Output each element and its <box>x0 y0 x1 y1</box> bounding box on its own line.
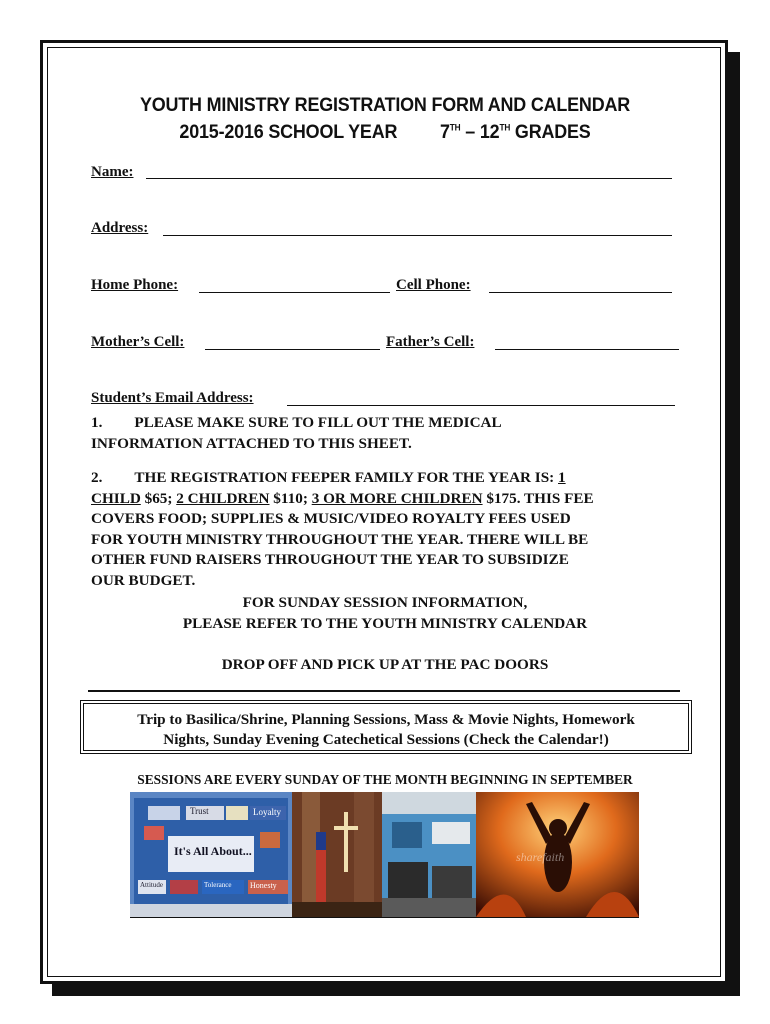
events-line-1: Trip to Basilica/Shrine, Planning Sessions, Mass & Movie Nights, Homework <box>137 711 635 728</box>
sessions-notice: SESSIONS ARE EVERY SUNDAY OF THE MONTH BEGINNING IN SEPTEMBER <box>137 772 633 787</box>
watermark: sharefaith <box>516 850 565 864</box>
home-phone-field[interactable] <box>199 292 390 293</box>
cell-phone-label: Cell Phone: <box>396 277 471 293</box>
mothers-cell-label: Mother’s Cell: <box>91 334 185 350</box>
poster-photo <box>130 792 292 917</box>
form-title <box>31 94 739 117</box>
title-line-1: YOUTH MINISTRY REGISTRATION FORM AND CALENDAR <box>139 94 631 116</box>
sunday-info-line-2: PLEASE REFER TO THE YOUTH MINISTRY CALENDAR <box>182 615 588 632</box>
poster-word-attitude: Attitude <box>140 881 163 889</box>
name-field[interactable] <box>146 178 672 179</box>
note-registration-fee: 2. THE REGISTRATION FEEPER FAMILY FOR THE YEAR IS: 1 CHILD $65; 2 CHILDREN $110; 3 OR MORE CHILDREN $175. THIS FEE COVERS FOOD; SUPPLIES & MUSIC/VIDEO ROYALTY FEES USED FOR YOUTH MINISTRY THROUGHOUT THE YEAR. THERE WILL BE OTHER FUND RAISERS THROUGHOUT THE YEAR TO SUBSIDIZE OUR BUDGET. <box>91 469 594 589</box>
poster-word-trust: Trust <box>190 806 209 816</box>
school-year: 2015-2016 SCHOOL YEAR <box>179 121 398 143</box>
chapel-photo <box>292 792 382 917</box>
mothers-cell-field[interactable] <box>205 349 380 350</box>
sunday-info-line-1: FOR SUNDAY SESSION INFORMATION, <box>242 594 528 611</box>
fathers-cell-label: Father’s Cell: <box>386 334 475 350</box>
photo-divider <box>130 917 639 918</box>
poster-word-all-about: It's All About... <box>174 844 252 858</box>
poster-word-tolerance: Tolerance <box>204 881 232 889</box>
name-label: Name: <box>91 164 134 180</box>
youth-room-photo <box>382 792 476 917</box>
grade-range: 7TH – 12TH GRADES <box>439 121 591 143</box>
worship-flames-photo <box>476 792 639 917</box>
poster-word-loyalty: Loyalty <box>253 807 281 817</box>
chapel-image <box>292 792 382 917</box>
fathers-cell-field[interactable] <box>495 349 679 350</box>
address-label: Address: <box>91 220 149 236</box>
drop-off-notice: DROP OFF AND PICK UP AT THE PAC DOORS <box>221 656 549 673</box>
email-label: Student’s Email Address: <box>91 390 254 406</box>
divider <box>88 690 680 692</box>
cell-phone-field[interactable] <box>489 292 672 293</box>
note-medical: 1. PLEASE MAKE SURE TO FILL OUT THE MEDICAL INFORMATION ATTACHED TO THIS SHEET. <box>91 414 502 452</box>
address-field[interactable] <box>163 235 672 236</box>
home-phone-label: Home Phone: <box>91 277 179 293</box>
form-subtitle <box>31 121 739 144</box>
youth-room-image <box>382 792 476 917</box>
events-box <box>80 700 692 754</box>
events-line-2: Nights, Sunday Evening Catechetical Sessions (Check the Calendar!) <box>163 731 609 748</box>
email-field[interactable] <box>287 405 675 406</box>
poster-word-honesty: Honesty <box>250 881 277 890</box>
